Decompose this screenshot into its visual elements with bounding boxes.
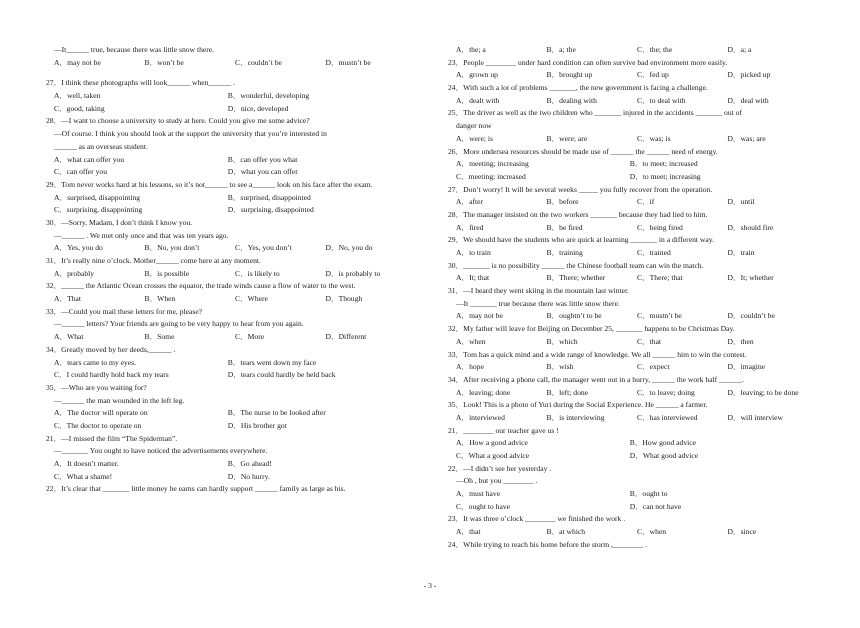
answer-option: D．picked up [727, 70, 771, 80]
option-row [46, 420, 416, 433]
answer-option: A．may not be [456, 311, 503, 321]
answer-option: D．couldn’t be [727, 311, 775, 321]
answer-option: C．surprising, disappointing [54, 205, 143, 215]
answer-option: B．be fired [546, 222, 583, 232]
question-continuation: ______ as an overseas student. [54, 141, 148, 151]
answer-option: B．The nurse to be looked after [227, 408, 326, 418]
answer-option: B．wonderful, developing [227, 91, 310, 101]
option-row [46, 103, 416, 116]
answer-option: C．to deal with [637, 95, 686, 105]
answer-option: C．fed up [637, 70, 669, 80]
answer-option: D．What good advice [629, 451, 699, 460]
question-stem: 27．Don’t worry! It will be several weeks _____ you fully recover from the operation. [448, 184, 713, 194]
answer-option: C．when [637, 527, 667, 537]
answer-option: B．brought up [546, 70, 593, 80]
answer-option: C．good, taking [54, 103, 105, 113]
question-stem: 24．While trying to reach his home before the storm ,________ . [448, 539, 648, 549]
answer-option: D．No, you do [325, 243, 373, 253]
answer-option: D．Though [325, 294, 363, 304]
option-row [448, 361, 818, 374]
answer-option: C．if [637, 197, 655, 207]
spacer [46, 69, 416, 77]
question-continuation: —______ letters? Your friends are going to be very happy to hear from you again. [54, 319, 304, 329]
question-stem: 25．The driver as well as the two children who _______ injured in the accidents _______ out of [448, 108, 742, 118]
question-continuation: —It______ true, because there was little snow there. [54, 45, 215, 54]
question-stem: 30．_______ is no possibility ______ the Chinese football team can win the match. [448, 260, 704, 270]
answer-option: B．won’t be [144, 57, 184, 67]
answer-option: D．imagine [727, 362, 766, 372]
option-row [448, 95, 818, 108]
left-column [46, 44, 416, 496]
answer-option: D．surprising, disappointed [227, 205, 314, 215]
answer-option: B．surprised, disappointed [227, 192, 311, 202]
answer-option: C．is likely to [235, 268, 280, 278]
answer-option: C．Yes, you don’t [235, 243, 292, 253]
answer-option: C．Where [235, 294, 268, 304]
option-row [448, 488, 818, 501]
question-stem: 34．Greatly moved by her deeds,______ . [46, 344, 176, 354]
answer-option: A．How a good advice [456, 438, 528, 448]
option-row [448, 526, 818, 539]
answer-option: D．until [727, 197, 755, 207]
answer-option: D．what you can offer [227, 167, 298, 177]
question-stem: 22．—I didn’t see her yesterday . [448, 463, 552, 473]
answer-option: B．When [144, 294, 176, 304]
option-row [448, 171, 818, 184]
answer-option: B．left; done [546, 387, 589, 397]
answer-option: D．tears could hardly be held back [227, 370, 336, 380]
answer-option: A．leaving; done [456, 387, 511, 397]
question-stem: 29．We should have the students who are quick at learning _______ in a different way. [448, 235, 714, 245]
option-row [448, 69, 818, 82]
answer-option: A．the; a [456, 45, 486, 54]
right-column [448, 44, 818, 552]
answer-option: A．meeting; increasing [456, 159, 529, 169]
answer-option: B．Some [144, 332, 175, 342]
option-row [46, 204, 416, 217]
answer-option: C．has interviewed [637, 412, 698, 422]
answer-option: B．is possible [144, 268, 190, 278]
answer-option: D．then [727, 336, 754, 346]
question-stem: 21．—I missed the film “The Spiderman”. [46, 433, 178, 443]
option-row [448, 387, 818, 400]
answer-option: C．being fired [637, 222, 683, 232]
option-row [46, 471, 416, 484]
option-row [448, 272, 818, 285]
option-row [46, 192, 416, 205]
answer-option: C．ought to have [456, 501, 510, 511]
question-stem: 32．My father will leave for Beijing on December 25, _______ happens to be Christmas Day. [448, 324, 735, 334]
question-continuation: —_______ You ought to have noticed the advertisements everywhere. [54, 446, 268, 456]
answer-option: D．It; whether [727, 273, 774, 283]
question-continuation: —It _______ true because there was little snow there. [456, 298, 620, 308]
answer-option: B．Go ahead! [227, 459, 272, 468]
answer-option: C．the; the [637, 45, 673, 54]
option-row [448, 196, 818, 209]
question-stem: 21．________ our teacher gave us ! [448, 425, 559, 435]
answer-option: D．deal with [727, 95, 769, 105]
question-continuation: —______ . We met only once and that was ten years ago. [54, 230, 229, 240]
answer-option: C．expect [637, 362, 670, 372]
answer-option: C．that [637, 336, 662, 346]
answer-option: B．ought to [629, 489, 668, 499]
answer-option: C．More [235, 332, 265, 342]
option-row [448, 247, 818, 260]
answer-option: A．to train [456, 248, 491, 257]
answer-option: A．what can offer you [54, 154, 125, 164]
answer-option: C．mustn’t be [637, 311, 682, 321]
answer-option: A．after [456, 197, 483, 207]
answer-option: B．wish [546, 362, 574, 372]
question-stem: 22．It’s clear that _______ little money he earns can hardly support ______ family as large as his. [46, 484, 346, 494]
answer-option: D．Different [325, 332, 367, 342]
option-row [448, 158, 818, 171]
answer-option: B．oughtn’t to be [546, 311, 602, 321]
answer-option: A．surprised, disappointing [54, 192, 141, 202]
answer-option: D．should fire [727, 222, 774, 232]
option-row [46, 369, 416, 382]
answer-option: C．There; that [637, 273, 683, 283]
question-continuation: danger now [456, 121, 492, 131]
answer-option: B．There; whether [546, 273, 606, 283]
answer-option: A．interviewed [456, 412, 505, 422]
answer-option: B．before [546, 197, 579, 207]
question-stem: 24．With such a lot of problems _______, the new government is facing a challenge. [448, 83, 708, 93]
question-stem: 34．After receiving a phone call, the manager went out in a hurry, ______ the work half ______. [448, 374, 744, 384]
option-row [46, 57, 416, 70]
question-stem: 33．—Could you mail these letters for me, please? [46, 306, 203, 316]
answer-option: C．What a shame! [54, 471, 113, 481]
answer-option: B．training [546, 248, 583, 257]
answer-option: A．tears came to my eyes. [54, 357, 137, 367]
option-row [448, 450, 818, 463]
option-row [448, 133, 818, 146]
question-stem: 31．It’s really nine o’clock. Mother______ come here at any moment. [46, 256, 261, 265]
answer-option: A．were; is [456, 133, 493, 143]
answer-option: A．that [456, 527, 481, 537]
answer-option: D．is probably to [325, 268, 381, 278]
answer-option: A．hope [456, 362, 484, 372]
question-stem: 35．Look! This is a photo of Yuri during the Social Experience. He ______ a farmer. [448, 400, 708, 410]
answer-option: B．to meet; increased [629, 159, 698, 169]
question-stem: 33．Tom has a quick mind and a wide range of knowledge. We all ______ him to win the contest. [448, 349, 747, 359]
question-stem: 28．—I want to choose a university to study at here. Could you give me some advice? [46, 116, 310, 126]
answer-option: C．couldn’t be [235, 57, 282, 67]
question-stem: 23．People ________ under hard condition can often survive bad environment more easily. [448, 57, 728, 67]
answer-option: A．must have [456, 489, 501, 499]
answer-option: B．No, you don’t [144, 243, 200, 253]
question-stem: 27．I think these photographs will look______ when______ . [46, 78, 235, 88]
answer-option: D．was; are [727, 133, 766, 143]
answer-option: A．may not be [54, 57, 101, 67]
option-row [46, 242, 416, 255]
question-stem: 28．The manager insisted on the two workers _______ because they had lied to him. [448, 209, 708, 219]
option-row [46, 407, 416, 420]
answer-option: D．can not have [629, 501, 682, 511]
option-row [448, 310, 818, 323]
option-row [46, 268, 416, 281]
option-row [46, 166, 416, 179]
answer-option: A．probably [54, 268, 95, 278]
answer-option: D．since [727, 527, 757, 537]
answer-option: C．meeting; increased [456, 171, 526, 181]
answer-option: A．It doesn’t matter. [54, 459, 119, 468]
answer-option: B．tears went down my face [227, 357, 317, 367]
option-row [448, 437, 818, 450]
answer-option: C．The doctor to operate on [54, 420, 142, 430]
answer-option: A．dealt with [456, 95, 500, 105]
answer-option: A．It; that [456, 273, 490, 283]
answer-option: A．Yes, you do [54, 243, 103, 253]
answer-option: C．trained [637, 248, 671, 257]
answer-option: D．No hurry. [227, 471, 270, 481]
question-continuation: —______ the man wounded in the left leg. [54, 395, 185, 405]
question-stem: 23．It was three o’clock ________ we finished the work . [448, 514, 626, 524]
question-stem: 31．—I heard they went skiing in the mountain last winter. [448, 286, 629, 296]
question-stem: 30．—Sorry, Madam, I don’t think I know you. [46, 217, 193, 227]
question-stem: 35．—Who are you waiting for? [46, 382, 147, 392]
answer-option: C．can offer you [54, 167, 108, 177]
option-row [46, 357, 416, 370]
option-row [448, 412, 818, 425]
question-continuation: —Oh , but you ________ . [456, 476, 538, 486]
answer-option: D．will interview [727, 412, 783, 422]
answer-option: B．dealing with [546, 95, 597, 105]
answer-option: A．fired [456, 222, 484, 232]
answer-option: A．grown up [456, 70, 498, 80]
question-stem: 32．______ the Atlantic Ocean crosses the equator, the trade winds cause a flow of water to the west. [46, 281, 356, 291]
answer-option: B．is interviewing [546, 412, 605, 422]
answer-option: A．well, taken [54, 91, 101, 101]
answer-option: C．was; is [637, 133, 671, 143]
answer-option: D．to meet; increasing [629, 171, 701, 181]
option-row [448, 44, 818, 57]
answer-option: D．leaving; to be done [727, 387, 799, 397]
option-row [448, 501, 818, 514]
answer-option: D．train [727, 248, 755, 257]
option-row [46, 331, 416, 344]
option-row [46, 458, 416, 471]
answer-option: A．The doctor will operate on [54, 408, 148, 418]
answer-option: B．which [546, 336, 578, 346]
question-stem: 26．More undersea resources should be made use of ______ the ______ need of energy. [448, 146, 718, 156]
answer-option: D．nice, developed [227, 103, 289, 113]
answer-option: C．What a good advice [456, 451, 530, 460]
option-row [448, 336, 818, 349]
answer-option: C．to leave; doing [637, 387, 695, 397]
answer-option: A．What [54, 332, 84, 342]
option-row [46, 154, 416, 167]
answer-option: B．at which [546, 527, 586, 537]
answer-option: C．I could hardly hold back my tears [54, 370, 169, 380]
answer-option: D．mustn’t be [325, 57, 371, 67]
answer-option: A．That [54, 294, 81, 304]
answer-option: D．His brother got [227, 420, 287, 430]
answer-option: A．when [456, 336, 486, 346]
page-number: - 3 - [423, 581, 437, 590]
option-row [46, 293, 416, 306]
answer-option: B．were; are [546, 133, 588, 143]
question-continuation: —Of course. I think you should look at the support the university that you’re interested in [54, 129, 327, 139]
answer-option: B．can offer you what [227, 154, 298, 164]
answer-option: B．a; the [546, 45, 576, 54]
question-stem: 29．Tom never works hard at his lessons, so it’s not______ to see a______ look on his face after the exam. [46, 179, 373, 189]
option-row [448, 222, 818, 235]
answer-option: B．How good advice [629, 438, 696, 448]
option-row [46, 90, 416, 103]
answer-option: D．a; a [727, 45, 752, 54]
